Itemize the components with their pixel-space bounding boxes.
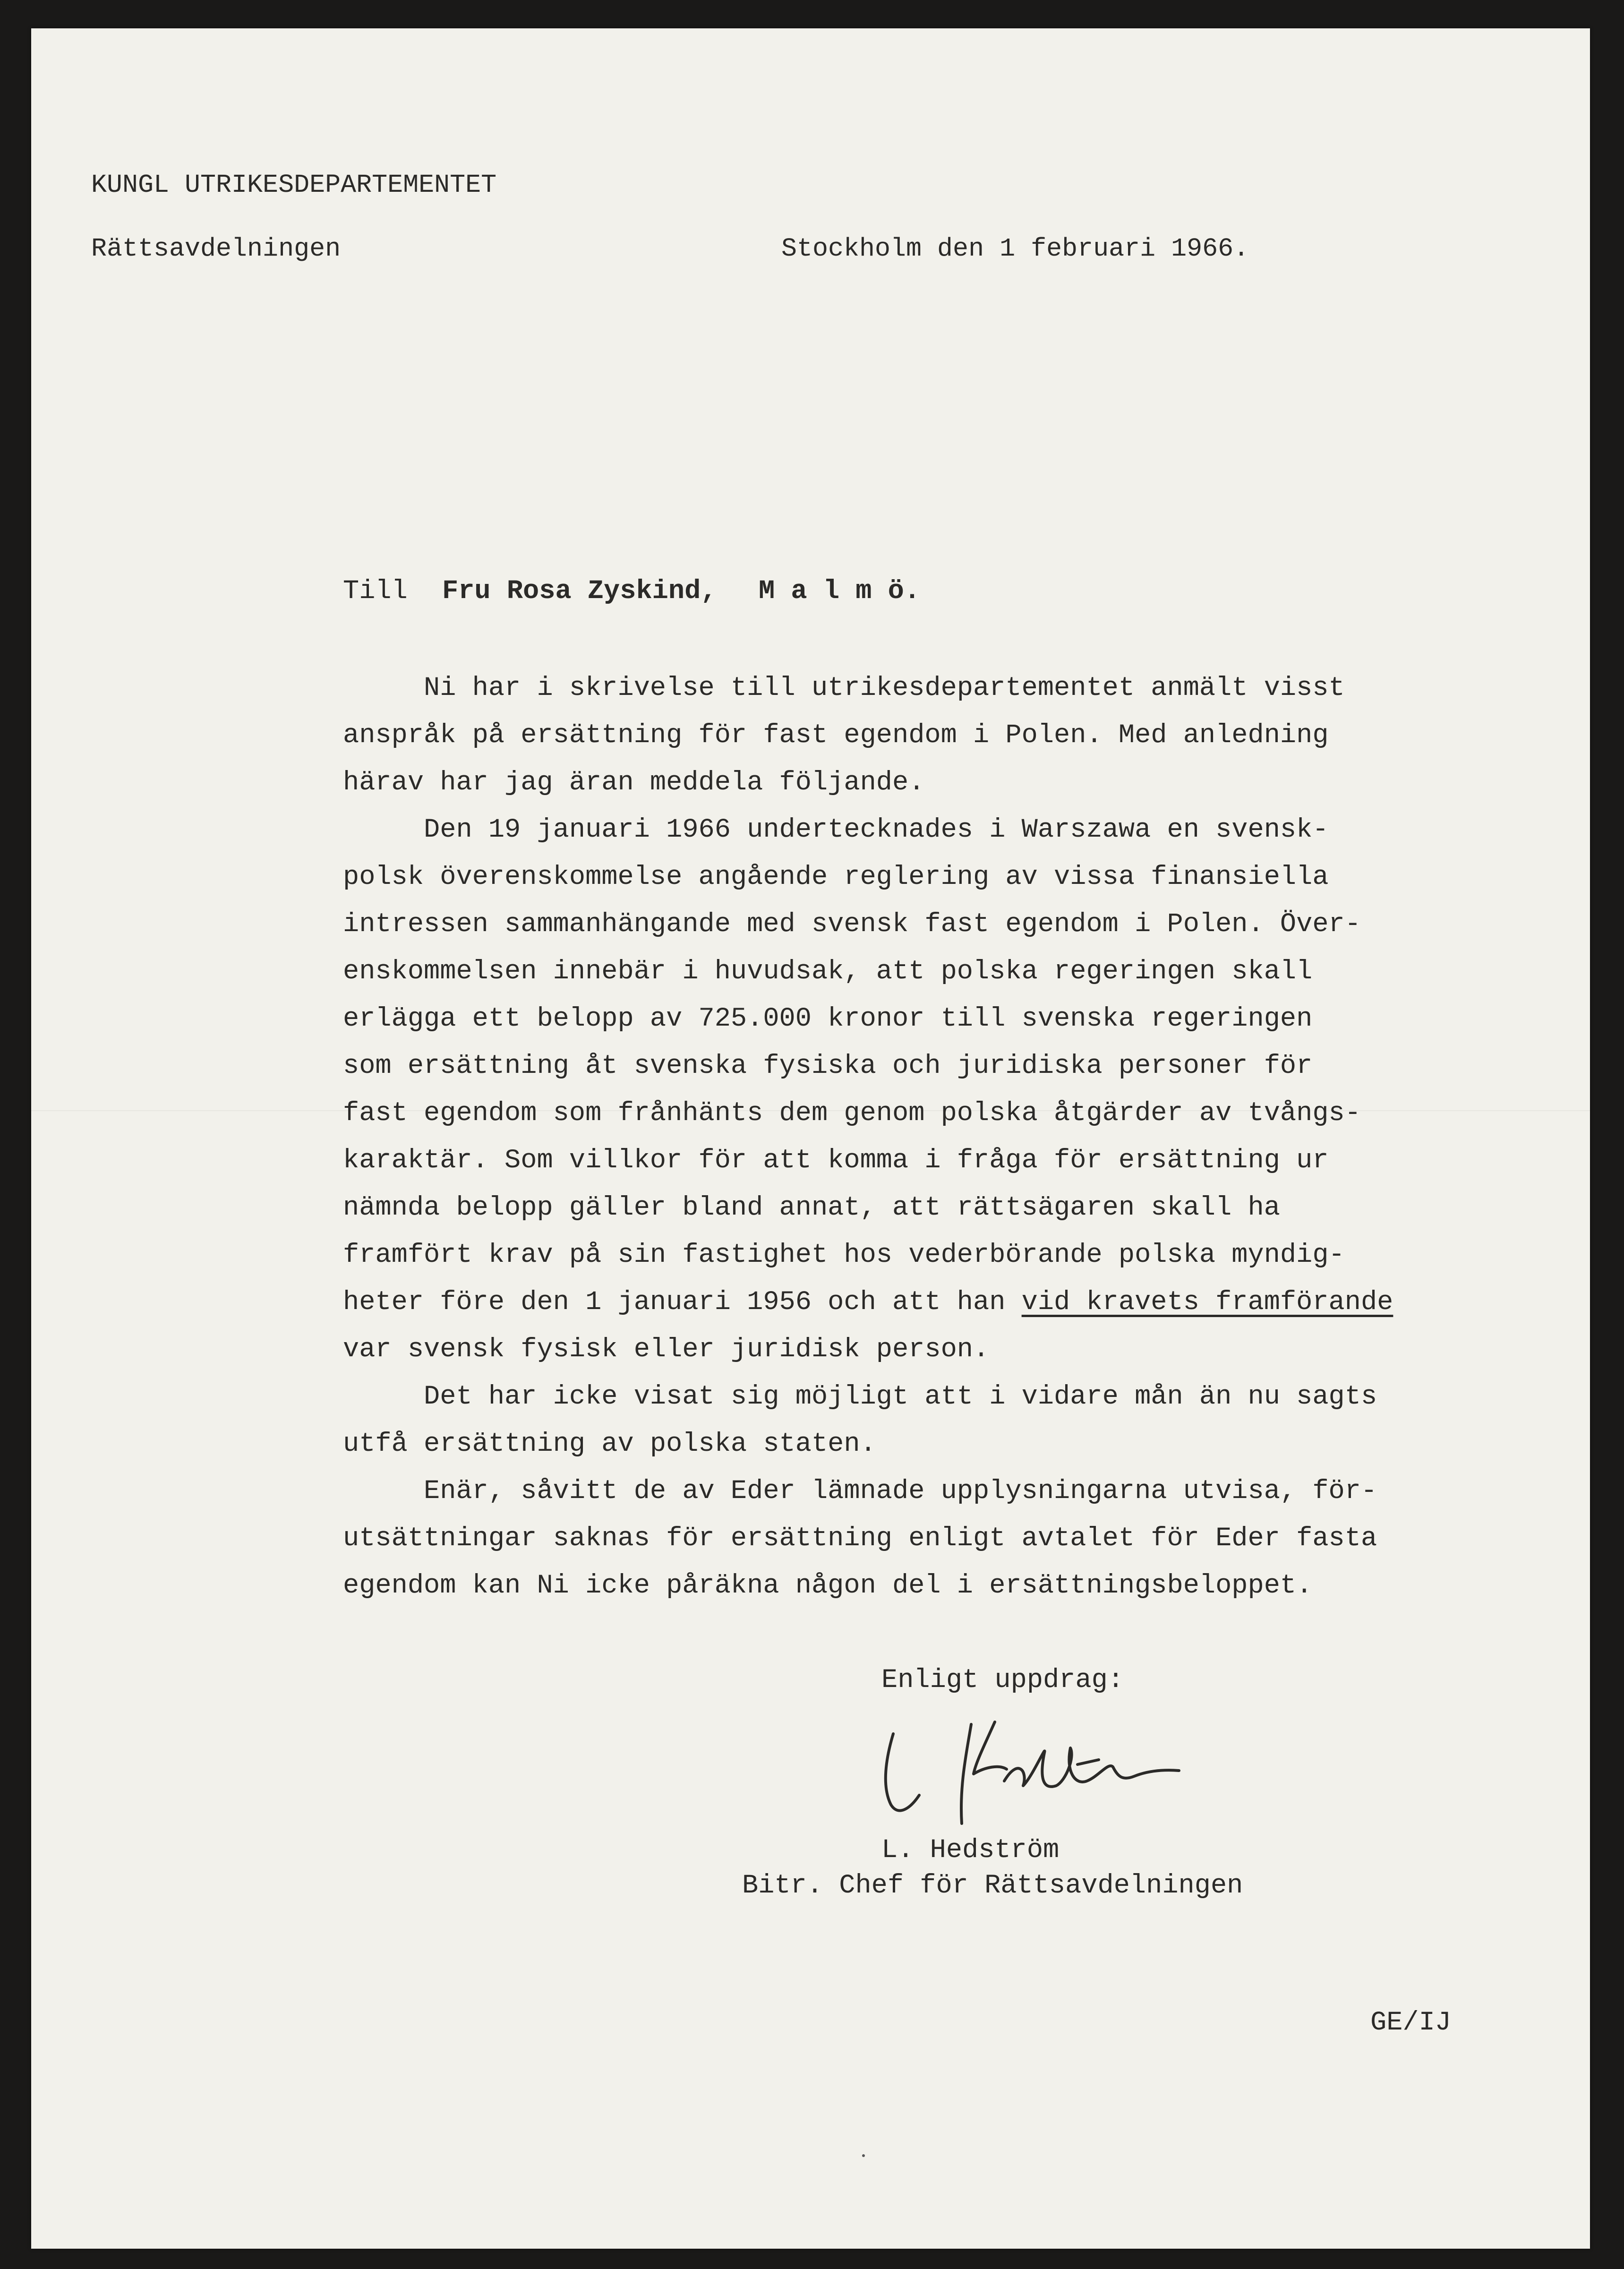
body-line: som ersättning åt svenska fysiska och juridiska personer för bbox=[343, 1051, 1313, 1081]
signatory-title: Bitr. Chef för Rättsavdelningen bbox=[742, 1871, 1243, 1901]
addressee-city: M a l m ö. bbox=[759, 576, 921, 607]
division-label: Rättsavdelningen bbox=[91, 234, 341, 264]
body-line: karaktär. Som villkor för att komma i fråga för ersättning ur bbox=[343, 1146, 1329, 1176]
body-line: intressen sammanhängande med svensk fast egendom i Polen. Över- bbox=[343, 909, 1361, 940]
body-line: var svensk fysisk eller juridisk person. bbox=[343, 1335, 990, 1365]
body-line: fast egendom som frånhänts dem genom polska åtgärder av tvångs- bbox=[343, 1098, 1361, 1129]
body-line: egendom kan Ni icke påräkna någon del i ersättningsbeloppet. bbox=[343, 1571, 1313, 1601]
paper-speck bbox=[862, 2154, 865, 2157]
department-heading: KUNGL UTRIKESDEPARTEMENTET bbox=[91, 170, 497, 200]
reference-initials: GE/IJ bbox=[1370, 2008, 1452, 2038]
body-line: utsättningar saknas för ersättning enligt avtalet för Eder fasta bbox=[343, 1524, 1377, 1554]
signatory-name: L. Hedström bbox=[881, 1835, 1060, 1866]
body-line: erlägga ett belopp av 725.000 kronor till svenska regeringen bbox=[343, 1004, 1313, 1034]
body-line: nämnda belopp gäller bland annat, att rättsägaren skall ha bbox=[343, 1193, 1280, 1223]
addressee-prefix: Till bbox=[343, 576, 408, 607]
body-line: Enär, såvitt de av Eder lämnade upplysningarna utvisa, för- bbox=[343, 1476, 1377, 1507]
body-line: Den 19 januari 1966 undertecknades i Warszawa en svensk- bbox=[343, 815, 1329, 845]
body-line: Ni har i skrivelse till utrikesdepartementet anmält visst bbox=[343, 673, 1345, 703]
body-line: framfört krav på sin fastighet hos vederbörande polska myndig- bbox=[343, 1240, 1345, 1270]
place-date: Stockholm den 1 februari 1966. bbox=[781, 234, 1249, 264]
signature-image bbox=[877, 1715, 1207, 1838]
body-line: Det har icke visat sig möjligt att i vidare mån än nu sagts bbox=[343, 1382, 1377, 1412]
body-line: härav har jag äran meddela följande. bbox=[343, 768, 925, 798]
body-line: utfå ersättning av polska staten. bbox=[343, 1429, 876, 1459]
underlined-phrase: vid kravets framförande bbox=[1021, 1287, 1393, 1318]
body-line bbox=[343, 1287, 1393, 1318]
body-line: anspråk på ersättning för fast egendom i Polen. Med anledning bbox=[343, 720, 1329, 751]
body-line: polsk överenskommelse angående reglering av vissa finansiella bbox=[343, 862, 1329, 892]
addressee-name: Fru Rosa Zyskind, bbox=[442, 576, 717, 607]
body-line: enskommelsen innebär i huvudsak, att polska regeringen skall bbox=[343, 957, 1313, 987]
letter-sheet bbox=[31, 28, 1590, 2249]
body-line-text: heter före den 1 januari 1956 och att han bbox=[343, 1287, 1022, 1318]
closing-phrase: Enligt uppdrag: bbox=[881, 1665, 1124, 1695]
